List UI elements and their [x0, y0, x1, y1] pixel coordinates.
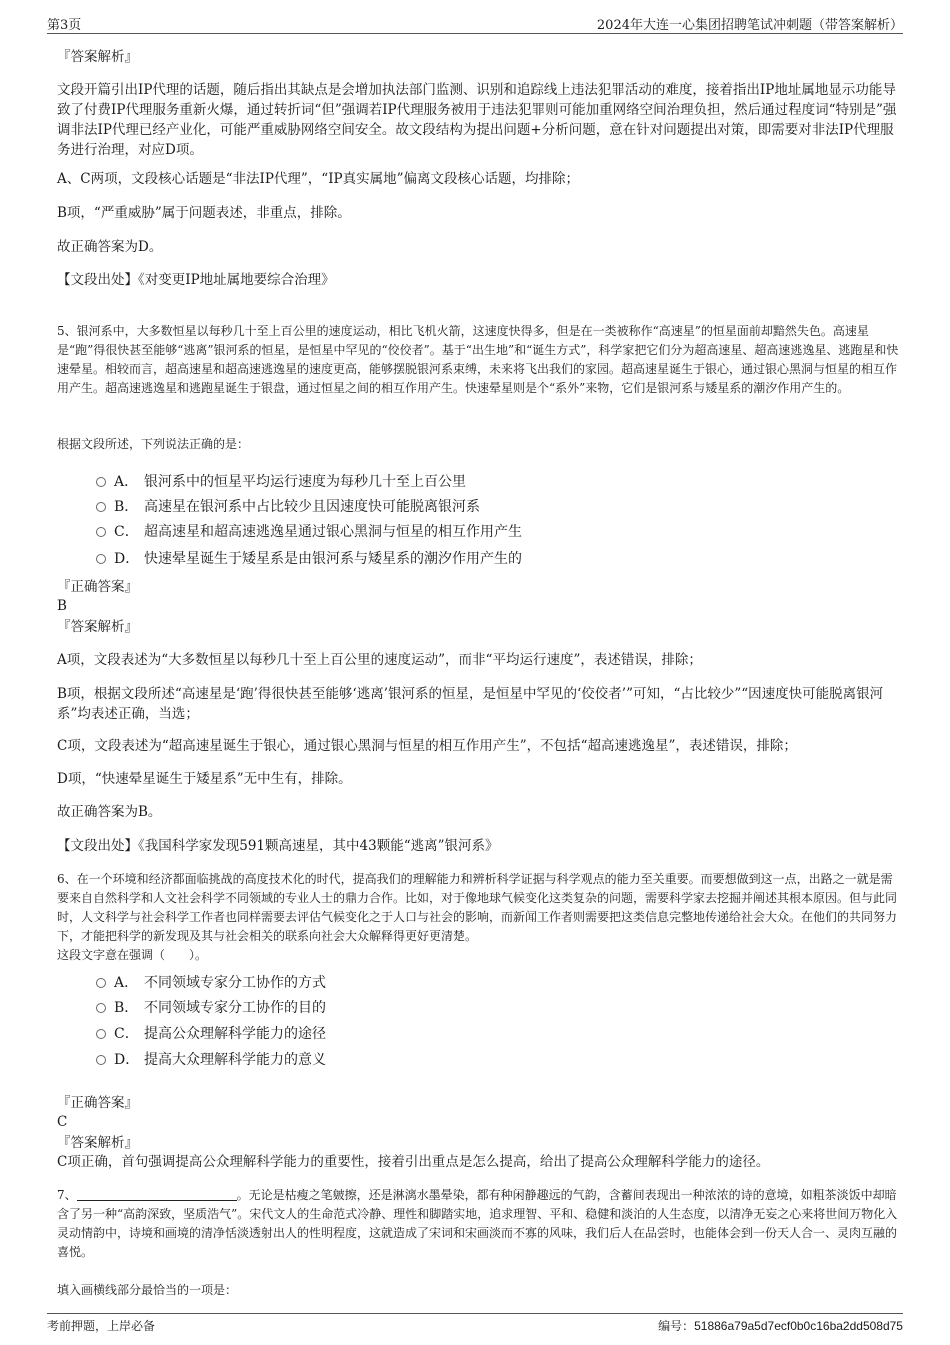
radio-icon[interactable]	[96, 502, 106, 512]
radio-icon[interactable]	[96, 978, 106, 988]
q7-number: 7、	[57, 1188, 77, 1202]
footer-slogan: 考前押题，上岸必备	[47, 1319, 156, 1333]
q4-line-b: B项，“严重威胁”属于问题表述，非重点，排除。	[57, 205, 351, 221]
q6-prompt: 这段文字意在强调（ ）。	[57, 948, 208, 962]
q5-line-b: B项，根据文段所述“高速星是‘跑’得很快甚至能够‘逃离’银河系的恒星，是恒星中罕见的‘佼佼者’”可知，“占比较少”“因速度快可能脱离银河系”均表述正确，当选；	[57, 686, 884, 722]
q6-analysis-label: 『答案解析』	[57, 1135, 138, 1151]
q5-option-a[interactable]: A． 银河系中的恒星平均运行速度为每秒几十至上百公里	[96, 472, 466, 492]
q4-source: 【文段出处】《对变更IP地址属地要综合治理》	[57, 272, 335, 288]
q6-option-d[interactable]: D． 提高大众理解科学能力的意义	[96, 1050, 326, 1070]
q4-analysis-text: 文段开篇引出IP代理的话题，随后指出其缺点是会增加执法部门监测、识别和追踪线上违法犯罪活动的难度，接着指出IP地址属地显示功能导致了付费IP代理服务重新火爆，通过转折词“但”强调若IP代理服务被用于违法犯罪则可能加重网络空间治理负担，然后通过程度词“特别是”强调非法IP代理已经产业化，可能严重威胁网络空间安全。故文段结构为提出问题+分析问题，意在针对问题提出对策，即需要对非法IP代理服务进行治理，对应D项。	[57, 82, 897, 158]
radio-icon[interactable]	[96, 1003, 106, 1013]
radio-icon[interactable]	[96, 554, 106, 564]
q5-stem: 5、银河系中，大多数恒星以每秒几十至上百公里的速度运动，相比飞机火箭，这速度快得多，但是在一类被称作“高速星”的恒星面前却黯然失色。高速星是“跑”得很快甚至能够“逃离”银河系的恒星，是恒星中罕见的“佼佼者”。基于“出生地”和“诞生方式”，科学家把它们分为超高速星、超高速逃逸星、逃跑星和快速晕星。相较而言，超高速星和超高速逃逸星的速度更高，能够摆脱银河系束缚，未来将飞出我们的家园。超高速星诞生于银心，通过银心黑洞与恒星的相互作用产生。超高速逃逸星和逃跑星诞生于银盘，通过恒星之间的相互作用产生。快速晕星则是个“系外”来物，它们是银河系与矮星系的潮汐作用产生的。	[57, 324, 899, 395]
q6-answer: C	[57, 1114, 68, 1130]
page-number: 第3页	[47, 18, 82, 33]
q5-option-d[interactable]: D． 快速晕星诞生于矮星系是由银河系与矮星系的潮汐作用产生的	[96, 549, 522, 569]
page-footer	[47, 1313, 903, 1335]
q5-line-a: A项，文段表述为“大多数恒星以每秒几十至上百公里的速度运动”，而非“平均运行速度”，表述错误，排除；	[57, 652, 702, 668]
q5-prompt: 根据文段所述，下列说法正确的是：	[57, 437, 250, 451]
radio-icon[interactable]	[96, 1029, 106, 1039]
q5-line-c: C项，文段表述为“超高速星诞生于银心，通过银心黑洞与恒星的相互作用产生”，不包括“超高速逃逸星”，表述错误，排除；	[57, 738, 797, 754]
radio-icon[interactable]	[96, 477, 106, 487]
document-title: 2024年大连一心集团招聘笔试冲刺题（带答案解析）	[596, 18, 903, 33]
q5-answer-label: 『正确答案』	[57, 579, 138, 595]
document-code: 编号：51886a79a5d7ecf0b0c16ba2dd508d75	[658, 1319, 903, 1333]
q6-stem: 6、在一个环境和经济都面临挑战的高度技术化的时代，提高我们的理解能力和辨析科学证据与科学观点的能力至关重要。而要想做到这一点，出路之一就是需要来自自然科学和人文社会科学不同领域的专业人士的鼎力合作。比如，对于像地球气候变化这类复杂的问题，需要科学家去挖掘并阐述其根本原因。但与此同时，人文科学与社会科学工作者也同样需要去评估气候变化之于人口与社会的影响，而新闻工作者则需要把这类信息完整地传递给社会大众。在他们的共同努力下，才能把科学的新发现及其与社会相关的联系向社会大众解释得更好更清楚。	[57, 872, 898, 943]
q7-stem	[57, 1186, 903, 1262]
radio-icon[interactable]	[96, 1055, 106, 1065]
fill-blank-line[interactable]	[77, 1189, 237, 1201]
q5-source: 【文段出处】《我国科学家发现591颗高速星，其中43颗能“逃离”银河系》	[57, 838, 499, 854]
q5-line-d: D项，“快速晕星诞生于矮星系”无中生有，排除。	[57, 771, 352, 787]
q6-answer-label: 『正确答案』	[57, 1095, 138, 1111]
q5-option-b[interactable]: B． 高速星在银河系中占比较少且因速度快可能脱离银河系	[96, 497, 480, 517]
q4-analysis-label: 『答案解析』	[57, 49, 138, 65]
q6-option-b[interactable]: B． 不同领域专家分工协作的目的	[96, 998, 326, 1018]
radio-icon[interactable]	[96, 527, 106, 537]
q5-conclusion: 故正确答案为B。	[57, 804, 162, 820]
page-header	[47, 12, 903, 34]
q7-stem-text: 。无论是枯瘦之笔皴擦，还是淋漓水墨晕染，都有种闲静趣远的气韵，含蓄间表现出一种浓浓的诗的意境，如粗茶淡饭中却暗含了另一种“高韵深致，坚质浩气”。宋代文人的生命范式冷静、理性和脚踏实地，追求理智、平和、稳健和淡泊的人生态度，以清净无妄之心来将世间万物化入灵动情韵中，诗境和画境的清净恬淡透射出人的性明程度，这就造成了宋词和宋画淡而不寡的风味，我们后人在品尝时，也能体会到一份天人合一、灵肉互融的喜悦。	[57, 1188, 898, 1259]
q7-prompt: 填入画横线部分最恰当的一项是：	[57, 1283, 238, 1297]
q6-option-c[interactable]: C． 提高公众理解科学能力的途径	[96, 1024, 326, 1044]
q4-line-ac: A、C两项，文段核心话题是“非法IP代理”，“IP真实属地”偏离文段核心话题，均排除；	[57, 171, 580, 187]
q4-conclusion: 故正确答案为D。	[57, 239, 163, 255]
q5-option-c[interactable]: C． 超高速星和超高速逃逸星通过银心黑洞与恒星的相互作用产生	[96, 522, 522, 542]
q5-analysis-label: 『答案解析』	[57, 619, 138, 635]
q6-analysis-text: C项正确，首句强调提高公众理解科学能力的重要性，接着引出重点是怎么提高，给出了提高公众理解科学能力的途径。	[57, 1154, 770, 1170]
q6-option-a[interactable]: A． 不同领域专家分工协作的方式	[96, 973, 326, 993]
q5-answer: B	[57, 598, 67, 614]
